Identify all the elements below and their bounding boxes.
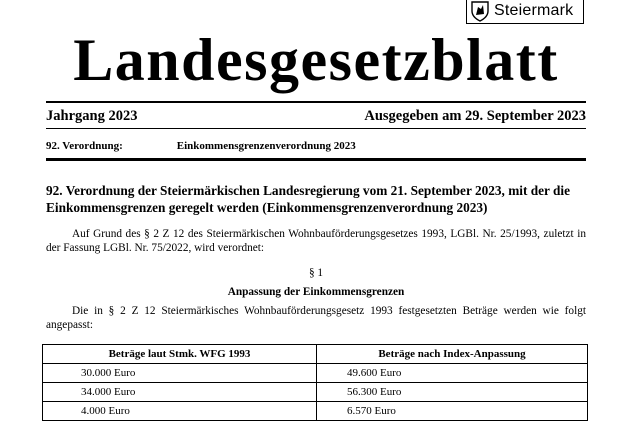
section-sign: § 1 [308,267,324,279]
rule-bottom [46,158,586,161]
steiermark-crest [466,0,584,24]
table-cell: 4.000 Euro [43,402,317,421]
rule-top [46,101,586,103]
crest-label: Steiermark [494,1,574,19]
toc-entry [46,139,586,153]
section-paragraph: Die in § 2 Z 12 Steiermärkisches Wohnbauförderungsgesetz 1993 festgesetzten Beträge werden wie folgt angepasst: [46,305,586,331]
table-cell: 49.600 Euro [317,364,588,383]
table-header-cell: Beträge laut Stmk. WFG 1993 [43,345,317,364]
section-heading: Anpassung der Einkommensgrenzen [227,286,405,298]
masthead-title: Landesgesetzblatt [73,27,559,93]
amounts-table [42,344,588,421]
table-cell: 56.300 Euro [317,383,588,402]
table-cell: 30.000 Euro [43,364,317,383]
coat-of-arms-icon [470,0,490,22]
regulation-title: 92. Verordnung der Steiermärkischen Landesregierung vom 21. September 2023, mit der die Einkommensgrenzen geregelt werden (Einkommensgrenzenverordnung 2023) [46,183,570,215]
volume-label: Jahrgang 2023 [46,108,138,124]
table-row [43,383,588,402]
toc-title: Einkommensgrenzenverordnung 2023 [176,140,356,152]
preamble-paragraph: Auf Grund des § 2 Z 12 des Steiermärkischen Wohnbauförderungsgesetzes 1993, LGBl. Nr. 25/1993, zuletzt in der Fassung LGBl. Nr. 75/2022, wird verordnet: [46,228,586,254]
table-cell: 6.570 Euro [317,402,588,421]
table-row [43,364,588,383]
toc-number: 92. Verordnung: [46,140,123,152]
issue-meta [46,107,586,125]
table-header-cell: Beträge nach Index-Anpassung [317,345,588,364]
table-header-row [43,345,588,364]
rule-middle [46,128,586,129]
table-row [43,402,588,421]
table-cell: 34.000 Euro [43,383,317,402]
issue-date: Ausgegeben am 29. September 2023 [364,108,586,124]
